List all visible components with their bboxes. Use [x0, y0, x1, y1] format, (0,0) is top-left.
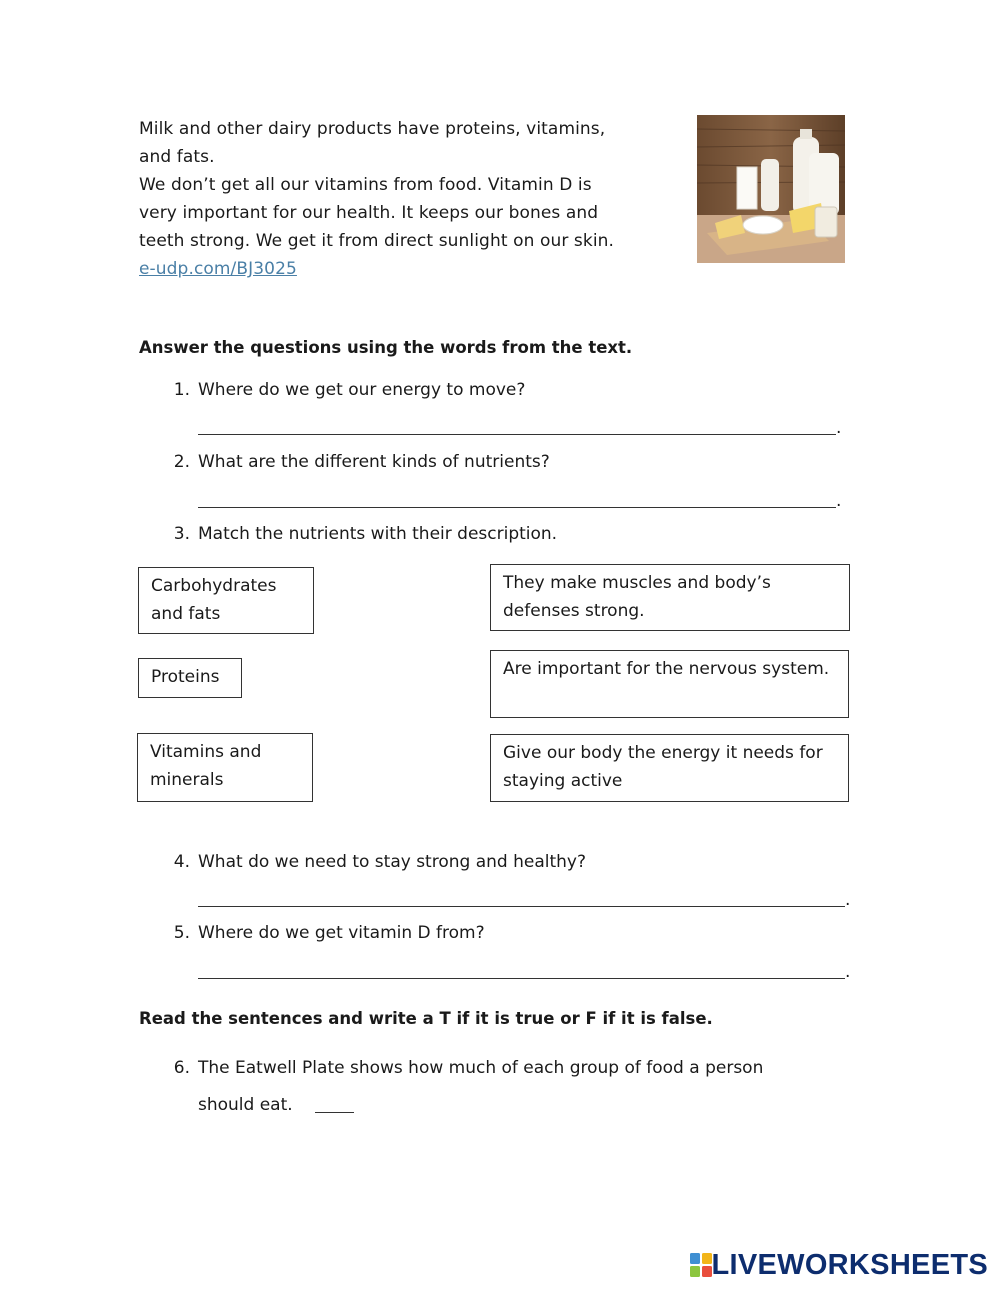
question-5-number: 5.: [173, 923, 190, 943]
answer-line-1[interactable]: [198, 434, 836, 435]
question-1: [168, 376, 868, 404]
answer-line-4-period: .: [845, 890, 851, 910]
dairy-products-photo: [697, 115, 845, 263]
question-4-text: What do we need to stay strong and healthy?: [198, 852, 586, 872]
match-right-muscles[interactable]: They make muscles and body’s defenses strong.: [490, 564, 850, 631]
answer-line-2-period: .: [836, 491, 842, 511]
answer-line-2[interactable]: [198, 507, 836, 508]
source-link[interactable]: e-udp.com/BJ3025: [139, 259, 297, 279]
liveworksheets-logo-icon: [690, 1253, 712, 1277]
question-4-number: 4.: [173, 852, 190, 872]
question-5: [168, 919, 868, 947]
true-false-answer-blank[interactable]: [315, 1112, 354, 1113]
match-left-carbohydrates[interactable]: Carbohydrates and fats: [138, 567, 314, 634]
match-left-vitamins[interactable]: Vitamins and minerals: [137, 733, 313, 802]
question-6: [168, 1054, 868, 1082]
intro-line-4: very important for our health. It keeps our bones and: [139, 203, 599, 223]
question-1-text: Where do we get our energy to move?: [198, 380, 526, 400]
question-6-text-line-2: should eat.: [198, 1095, 293, 1115]
question-6-text-line-1: The Eatwell Plate shows how much of each group of food a person: [198, 1058, 764, 1078]
question-1-number: 1.: [173, 380, 190, 400]
question-3: [168, 520, 868, 548]
answer-line-1-period: .: [836, 418, 842, 438]
answer-line-4[interactable]: [198, 906, 845, 907]
question-3-number: 3.: [173, 524, 190, 544]
liveworksheets-logo-text: LIVEWORKSHEETS: [711, 1248, 988, 1281]
section-1-heading: Answer the questions using the words from the text.: [139, 338, 633, 357]
intro-text: [139, 115, 679, 283]
intro-line-1: Milk and other dairy products have proteins, vitamins,: [139, 119, 606, 139]
match-right-nervous-system[interactable]: Are important for the nervous system.: [490, 650, 849, 718]
liveworksheets-logo: [690, 1250, 989, 1280]
question-3-text: Match the nutrients with their description.: [198, 524, 558, 544]
question-5-text: Where do we get vitamin D from?: [198, 923, 485, 943]
answer-line-5-period: .: [845, 962, 851, 982]
answer-line-5[interactable]: [198, 978, 845, 979]
question-4: [168, 848, 868, 876]
intro-line-3: We don’t get all our vitamins from food. Vitamin D is: [139, 175, 592, 195]
question-6-number: 6.: [173, 1058, 190, 1078]
intro-line-2: and fats.: [139, 147, 215, 167]
intro-line-5: teeth strong. We get it from direct sunlight on our skin.: [139, 231, 615, 251]
question-2: [168, 448, 868, 476]
match-left-proteins[interactable]: Proteins: [138, 658, 242, 698]
question-2-number: 2.: [173, 452, 190, 472]
match-right-energy[interactable]: Give our body the energy it needs for staying active: [490, 734, 849, 802]
question-2-text: What are the different kinds of nutrients?: [198, 452, 550, 472]
section-2-heading: Read the sentences and write a T if it is true or F if it is false.: [139, 1009, 713, 1028]
